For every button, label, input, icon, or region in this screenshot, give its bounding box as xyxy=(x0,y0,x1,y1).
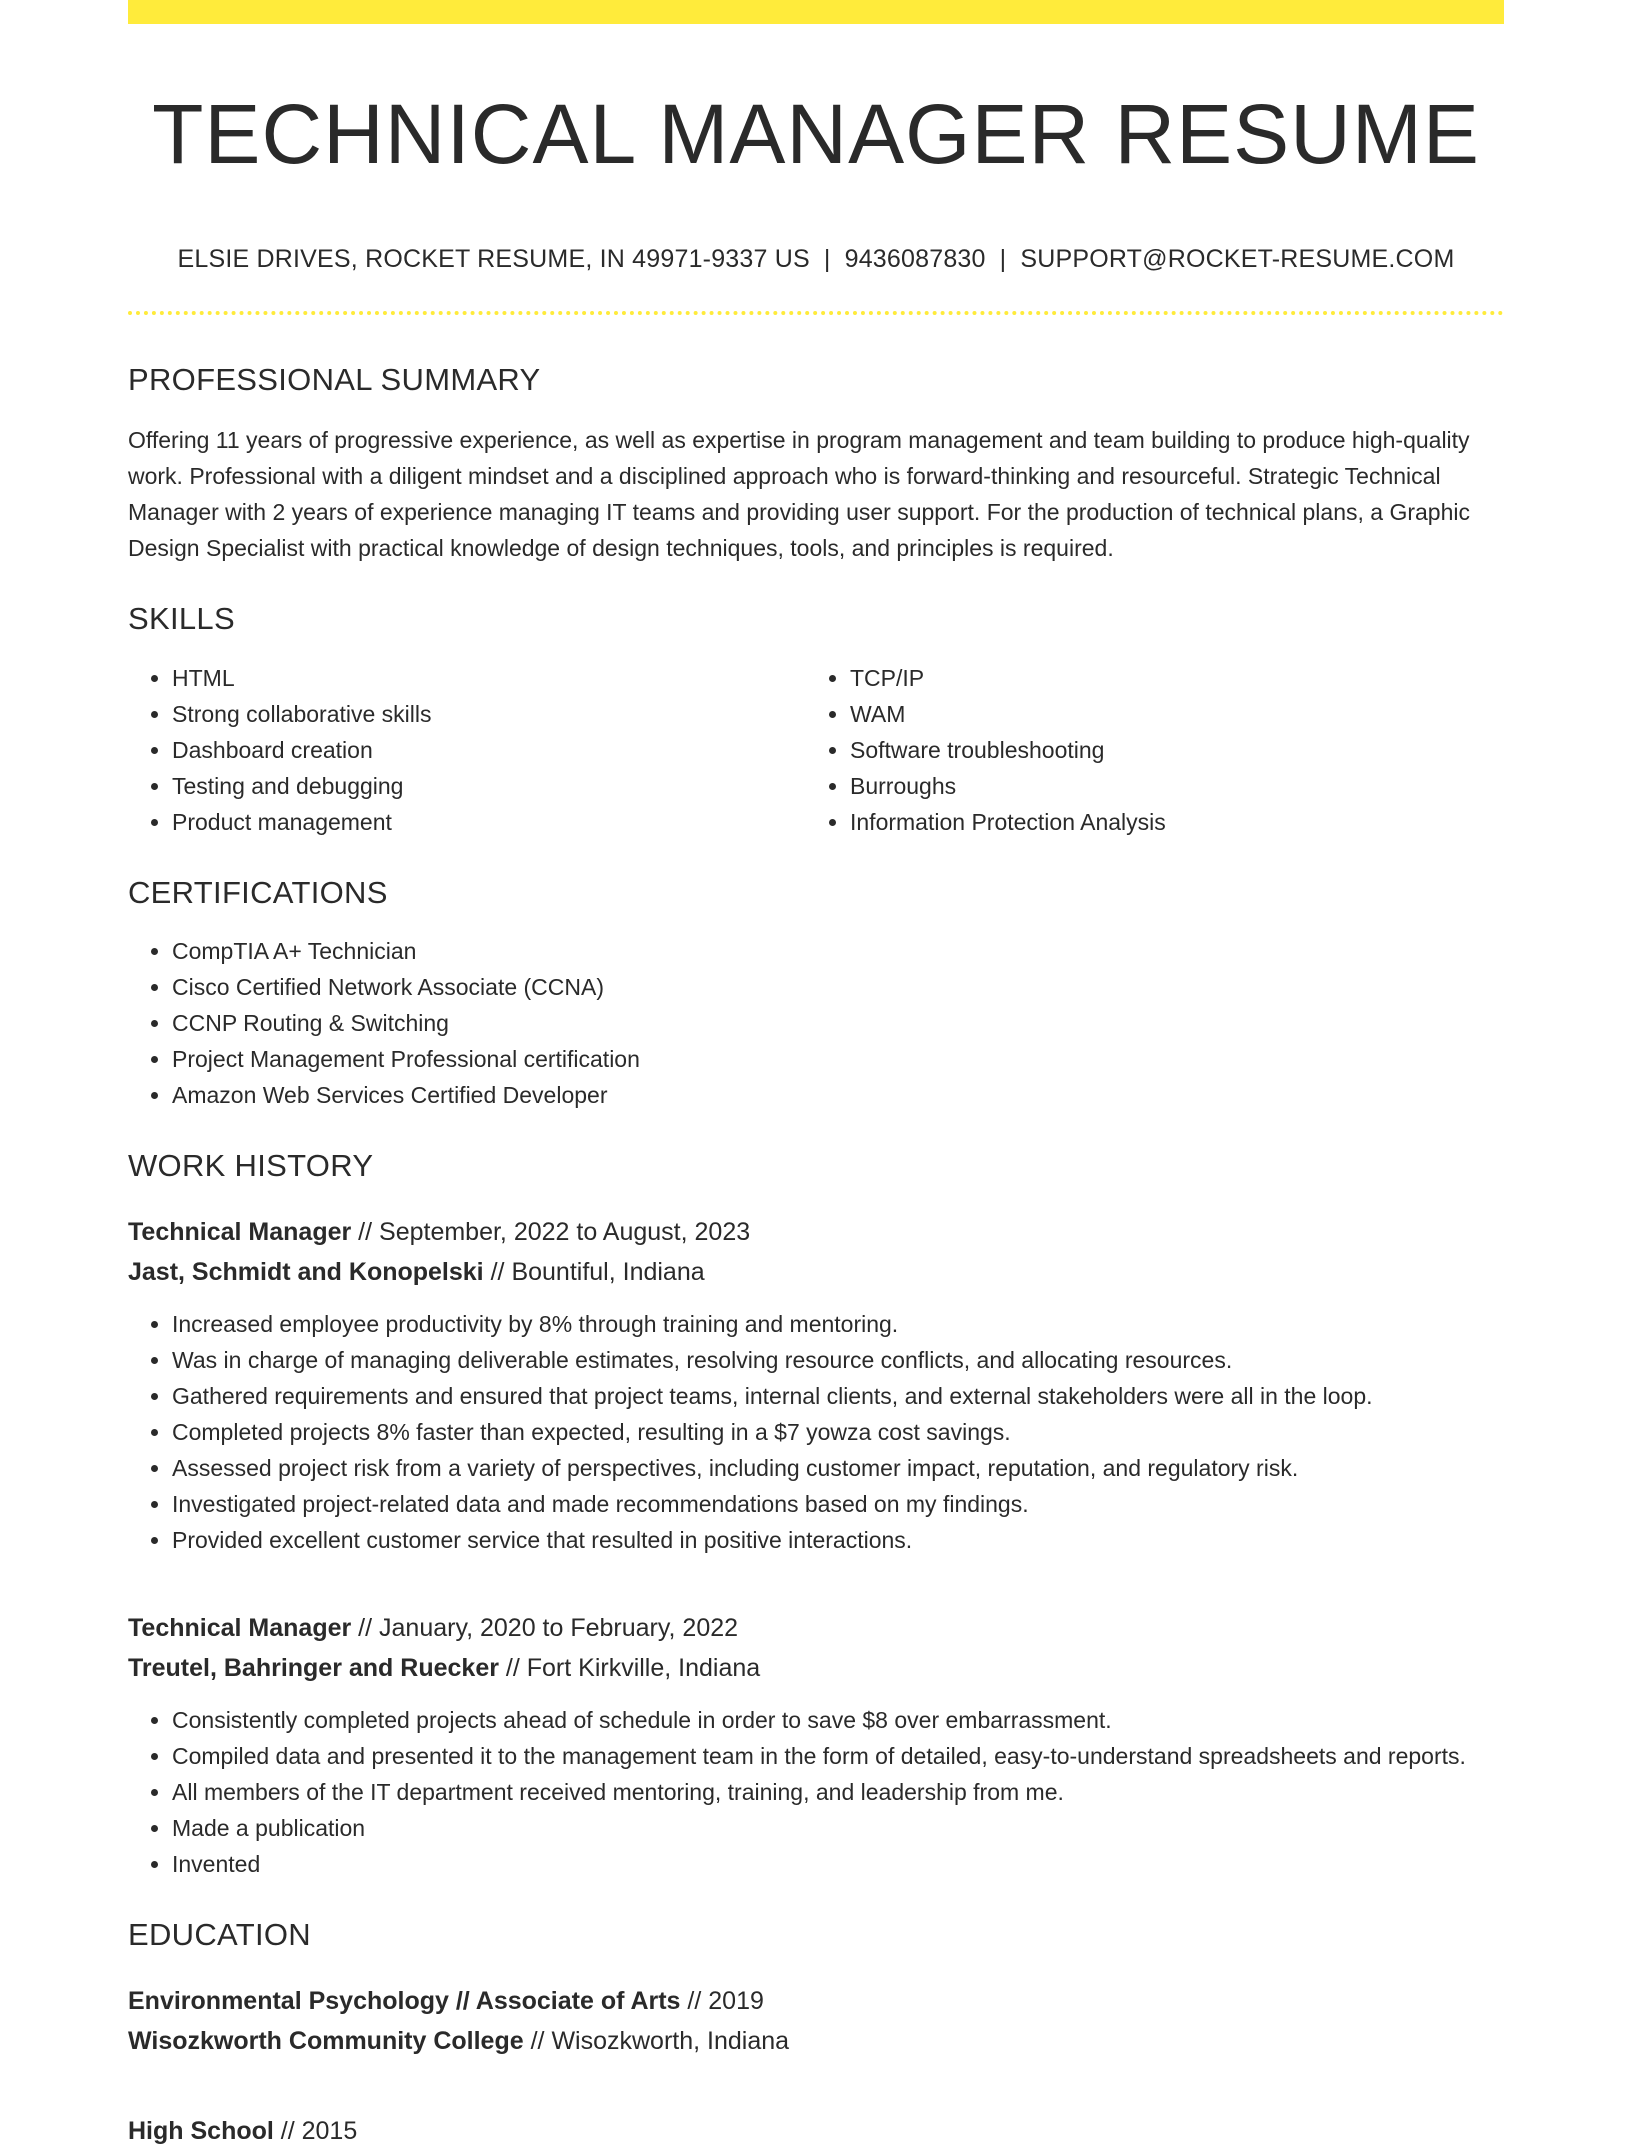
job-bullet: • Invented xyxy=(172,1846,1504,1882)
education-degree-line xyxy=(128,2111,1504,2151)
education-degree: Environmental Psychology // Associate of Arts xyxy=(128,1987,681,2016)
contact-address: ELSIE DRIVES, ROCKET RESUME, IN 49971-9337 US xyxy=(177,244,810,273)
skills-grid xyxy=(128,638,1504,840)
job-bullets xyxy=(128,1702,1504,1882)
field-separator: // xyxy=(483,1258,512,1287)
job-bullet: • Gathered requirements and ensured that project teams, internal clients, and external stakeholders were all in the loop. xyxy=(172,1378,1504,1414)
contact-line xyxy=(128,243,1504,276)
job-bullet: • Consistently completed projects ahead of schedule in order to save $8 over embarrassment. xyxy=(172,1702,1504,1738)
contact-email: SUPPORT@ROCKET-RESUME.COM xyxy=(1020,244,1455,273)
job-company-line xyxy=(128,1252,1504,1292)
resume-page xyxy=(128,0,1504,2151)
education-school-line xyxy=(128,2021,1504,2061)
job-dates: January, 2020 to February, 2022 xyxy=(379,1614,739,1643)
contact-phone: 9436087830 xyxy=(844,244,986,273)
education-entry xyxy=(128,1981,1504,2061)
certification-item: • Amazon Web Services Certified Developer xyxy=(172,1077,1504,1113)
job-bullet: • Provided excellent customer service that resulted in positive interactions. xyxy=(172,1522,1504,1558)
job-bullets xyxy=(128,1306,1504,1558)
job-bullet: • All members of the IT department received mentoring, training, and leadership from me. xyxy=(172,1774,1504,1810)
job-bullet: • Completed projects 8% faster than expected, resulting in a $7 yowza cost savings. xyxy=(172,1414,1504,1450)
job-location: Fort Kirkville, Indiana xyxy=(526,1654,761,1683)
job-dates: September, 2022 to August, 2023 xyxy=(379,1218,751,1247)
skills-heading: SKILLS xyxy=(128,601,235,637)
job-company: Treutel, Bahringer and Ruecker xyxy=(128,1654,499,1683)
job-title-line xyxy=(128,1212,1504,1252)
dotted-divider xyxy=(128,311,1504,315)
skill-item: • Information Protection Analysis xyxy=(850,804,1484,840)
contact-separator: | xyxy=(999,244,1007,273)
job-bullet: • Made a publication xyxy=(172,1810,1504,1846)
summary-heading: PROFESSIONAL SUMMARY xyxy=(128,362,541,398)
job-entry xyxy=(128,1608,1504,1882)
skill-item: • Software troubleshooting xyxy=(850,732,1484,768)
field-separator: // xyxy=(498,1654,527,1683)
job-title-line xyxy=(128,1608,1504,1648)
certification-item: • Project Management Professional certification xyxy=(172,1041,1504,1077)
job-bullet: • Assessed project risk from a variety of perspectives, including customer impact, reputation, and regulatory risk. xyxy=(172,1450,1504,1486)
summary-text: Offering 11 years of progressive experience, as well as expertise in program management and team building to produce high-quality work. Professional with a diligent mindset and a disciplined approach who is forward-thinking and resourceful. Strategic Technical Manager with 2 years of experience managing IT teams and providing user support. For the production of technical plans, a Graphic Design Specialist with practical knowledge of design techniques, tools, and principles is required. xyxy=(128,427,1470,562)
certifications-heading: CERTIFICATIONS xyxy=(128,874,388,910)
job-location: Bountiful, Indiana xyxy=(511,1258,705,1287)
skill-item: • Testing and debugging xyxy=(172,768,806,804)
skills-list-left xyxy=(128,660,806,840)
contact-separator: | xyxy=(823,244,831,273)
education-school: Wisozkworth Community College xyxy=(128,2027,524,2056)
job-entry xyxy=(128,1212,1504,1558)
field-separator: // xyxy=(680,1987,709,2016)
field-separator: // xyxy=(351,1218,380,1247)
certification-item: • Cisco Certified Network Associate (CCNA) xyxy=(172,969,1504,1005)
education-heading: EDUCATION xyxy=(128,1917,311,1953)
certification-item: • CompTIA A+ Technician xyxy=(172,933,1504,969)
education-degree-line xyxy=(128,1981,1504,2021)
field-separator: // xyxy=(523,2027,552,2056)
education-year: 2019 xyxy=(708,1987,764,2016)
job-bullet: • Investigated project-related data and made recommendations based on my findings. xyxy=(172,1486,1504,1522)
job-company: Jast, Schmidt and Konopelski xyxy=(128,1258,484,1287)
skill-item: • Burroughs xyxy=(850,768,1484,804)
skills-list-right xyxy=(806,660,1484,840)
top-accent-bar xyxy=(128,0,1504,24)
field-separator: // xyxy=(351,1614,380,1643)
education-entry xyxy=(128,2111,1504,2151)
job-bullet: • Compiled data and presented it to the management team in the form of detailed, easy-to-understand spreadsheets and reports. xyxy=(172,1738,1504,1774)
certifications-list xyxy=(128,933,1504,1113)
job-title: Technical Manager xyxy=(128,1218,352,1247)
job-company-line xyxy=(128,1648,1504,1688)
skill-item: • WAM xyxy=(850,696,1484,732)
job-bullet: • Was in charge of managing deliverable estimates, resolving resource conflicts, and allocating resources. xyxy=(172,1342,1504,1378)
education-year: 2015 xyxy=(301,2117,358,2146)
skill-item: • TCP/IP xyxy=(850,660,1484,696)
skill-item: • HTML xyxy=(172,660,806,696)
education-location: Wisozkworth, Indiana xyxy=(551,2027,790,2056)
skill-item: • Product management xyxy=(172,804,806,840)
skill-item: • Strong collaborative skills xyxy=(172,696,806,732)
resume-title: TECHNICAL MANAGER RESUME xyxy=(152,87,1480,181)
field-separator: // xyxy=(273,2117,302,2146)
job-bullet: • Increased employee productivity by 8% through training and mentoring. xyxy=(172,1306,1504,1342)
skill-item: • Dashboard creation xyxy=(172,732,806,768)
education-degree: High School xyxy=(128,2117,274,2146)
work-history-heading: WORK HISTORY xyxy=(128,1147,374,1183)
job-title: Technical Manager xyxy=(128,1614,352,1643)
certification-item: • CCNP Routing & Switching xyxy=(172,1005,1504,1041)
